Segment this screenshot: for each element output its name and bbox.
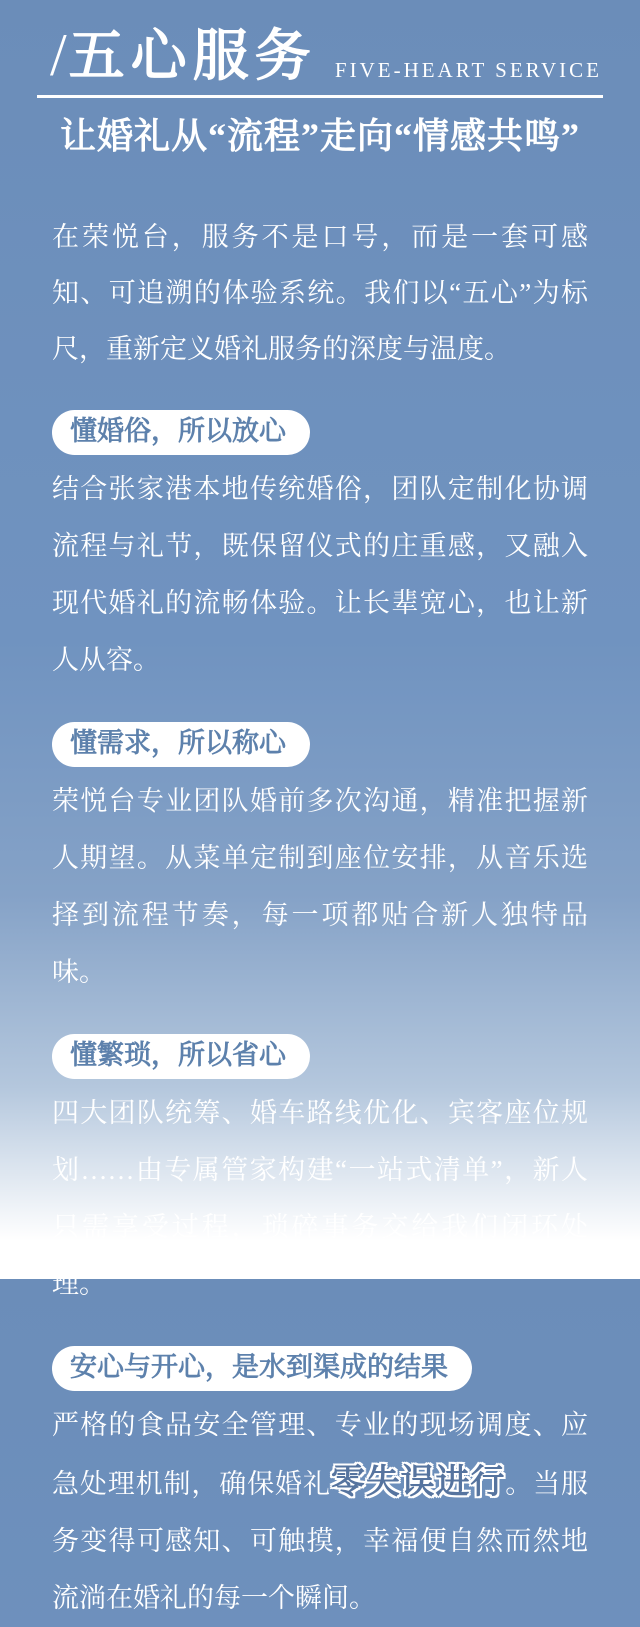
section-trust (52, 410, 588, 689)
section-body: 荣悦台专业团队婚前多次沟通，精准把握新人期望。从菜单定制到座位安排，从音乐选择到流程节奏，每一项都贴合新人独特品味。 (52, 785, 588, 987)
header-divider (37, 95, 603, 98)
section-result (52, 1346, 588, 1627)
section-body: 四大团队统筹、婚车路线优化、宾客座位规划……由专属管家构建“一站式清单”，新人只需享受过程，琐碎事务交给我们闭环处理。 (52, 1097, 588, 1299)
section-badge: 安心与开心，是水到渠成的结果 (52, 1346, 472, 1391)
slash-mark: / (50, 22, 67, 88)
section-body: 结合张家港本地传统婚俗，团队定制化协调流程与礼节，既保留仪式的庄重感，又融入现代婚礼的流畅体验。让长辈宽心，也让新人从容。 (52, 473, 588, 675)
header (0, 0, 640, 95)
page-title (50, 22, 317, 89)
section-convenience (52, 1034, 588, 1313)
intro-paragraph: 在荣悦台，服务不是口号，而是一套可感知、可追溯的体验系统。我们以“五心”为标尺，重新定义婚礼服务的深度与温度。 (52, 221, 588, 364)
highlight-zero-error: 零失误进行 (330, 1463, 506, 1501)
page-title-text: 五心服务 (68, 26, 317, 88)
section-badge: 懂需求，所以称心 (52, 722, 310, 767)
section-satisfaction (52, 722, 588, 1001)
section-body-after: 。当服务变得可感知、可触摸，幸福便自然而然地流淌在婚礼的每一个瞬间。 (52, 1468, 589, 1613)
section-body (52, 1397, 588, 1627)
section-badge: 懂婚俗，所以放心 (52, 410, 310, 455)
page-title-english: FIVE-HEART SERVICE (334, 57, 602, 82)
content (0, 209, 640, 1627)
tagline: 让婚礼从“流程”走向“情感共鸣” (59, 115, 580, 156)
section-badge: 懂繁琐，所以省心 (52, 1034, 310, 1079)
section-body-before: 严格的食品安全管理、专业的现场调度、应急处理机制，确保婚礼 (52, 1409, 588, 1499)
